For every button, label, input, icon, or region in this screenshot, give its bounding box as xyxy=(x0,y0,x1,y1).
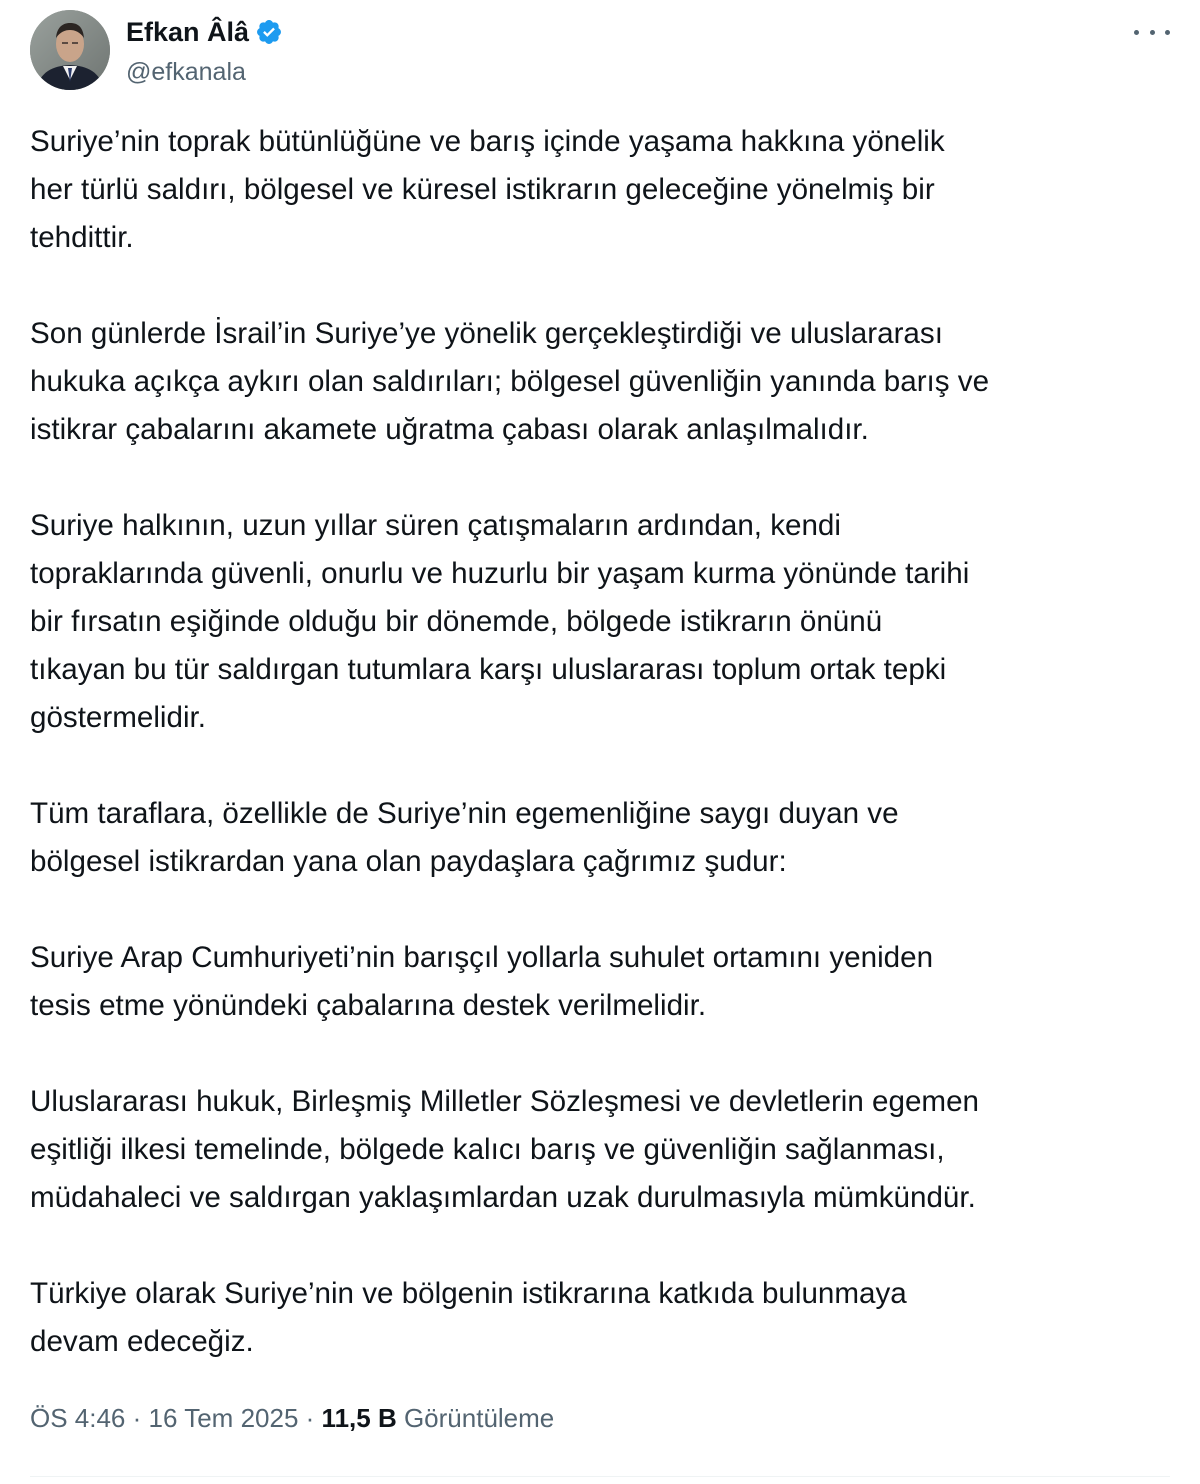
handle[interactable]: @efkanala xyxy=(126,58,246,86)
more-options-icon[interactable] xyxy=(1134,18,1170,46)
tweet-meta xyxy=(30,1398,554,1438)
tweet-paragraph: Tüm taraflara, özellikle de Suriye’nin egemenliğine saygı duyan ve bölgesel istikrardan yana olan paydaşlara çağrımız şudur: xyxy=(30,797,899,878)
views-count: 11,5 B xyxy=(321,1403,397,1433)
meta-separator: · xyxy=(305,1403,315,1433)
divider xyxy=(30,1476,1170,1477)
tweet-date[interactable]: 16 Tem 2025 xyxy=(148,1403,299,1433)
tweet-header xyxy=(30,10,1170,90)
tweet-paragraph: Suriye’nin toprak bütünlüğüne ve barış içinde yaşama hakkına yönelik her türlü saldırı, bölgesel ve küresel istikrarın geleceğine yönelmiş bir tehdittir. xyxy=(30,125,945,254)
tweet-paragraph: Uluslararası hukuk, Birleşmiş Milletler Sözleşmesi ve devletlerin egemen eşitliği ilkesi temelinde, bölgede kalıcı barış ve güvenliğin sağlanması, müdahaleci ve saldırgan yaklaşımlardan uzak durulmasıyla mümkündür. xyxy=(30,1085,979,1214)
more-dot xyxy=(1150,30,1155,35)
tweet-paragraph: Türkiye olarak Suriye’nin ve bölgenin istikrarına katkıda bulunmaya devam edeceğiz. xyxy=(30,1277,907,1358)
tweet-paragraph: Suriye halkının, uzun yıllar süren çatışmaların ardından, kendi topraklarında güvenli, onurlu ve huzurlu bir yaşam kurma yönünde tarihi bir fırsatın eşiğinde olduğu bir dönemde, bölgede istikrarın önünü tıkayan bu tür saldırgan tutumlara karşı uluslararası toplum ortak tepki göstermelidir. xyxy=(30,509,970,734)
avatar-photo xyxy=(30,10,110,90)
tweet-time[interactable]: ÖS 4:46 xyxy=(30,1403,126,1433)
views-label: Görüntüleme xyxy=(403,1403,555,1433)
more-dot xyxy=(1165,30,1170,35)
avatar[interactable] xyxy=(30,10,110,90)
tweet-text xyxy=(30,118,1170,1366)
more-dot xyxy=(1134,30,1139,35)
display-name[interactable]: Efkan Âlâ xyxy=(126,17,250,47)
meta-separator: · xyxy=(132,1403,142,1433)
verified-badge-icon xyxy=(255,18,283,46)
name-row xyxy=(126,14,283,50)
tweet-paragraph: Suriye Arap Cumhuriyeti’nin barışçıl yollarla suhulet ortamını yeniden tesis etme yönündeki çabalarına destek verilmelidir. xyxy=(30,941,934,1022)
tweet-paragraph: Son günlerde İsrail’in Suriye’ye yönelik gerçekleştirdiği ve uluslararası hukuka açıkça aykırı olan saldırıları; bölgesel güvenliğin yanında barış ve istikrar çabalarını akamete uğratma çabası olarak anlaşılmalıdır. xyxy=(30,317,990,446)
